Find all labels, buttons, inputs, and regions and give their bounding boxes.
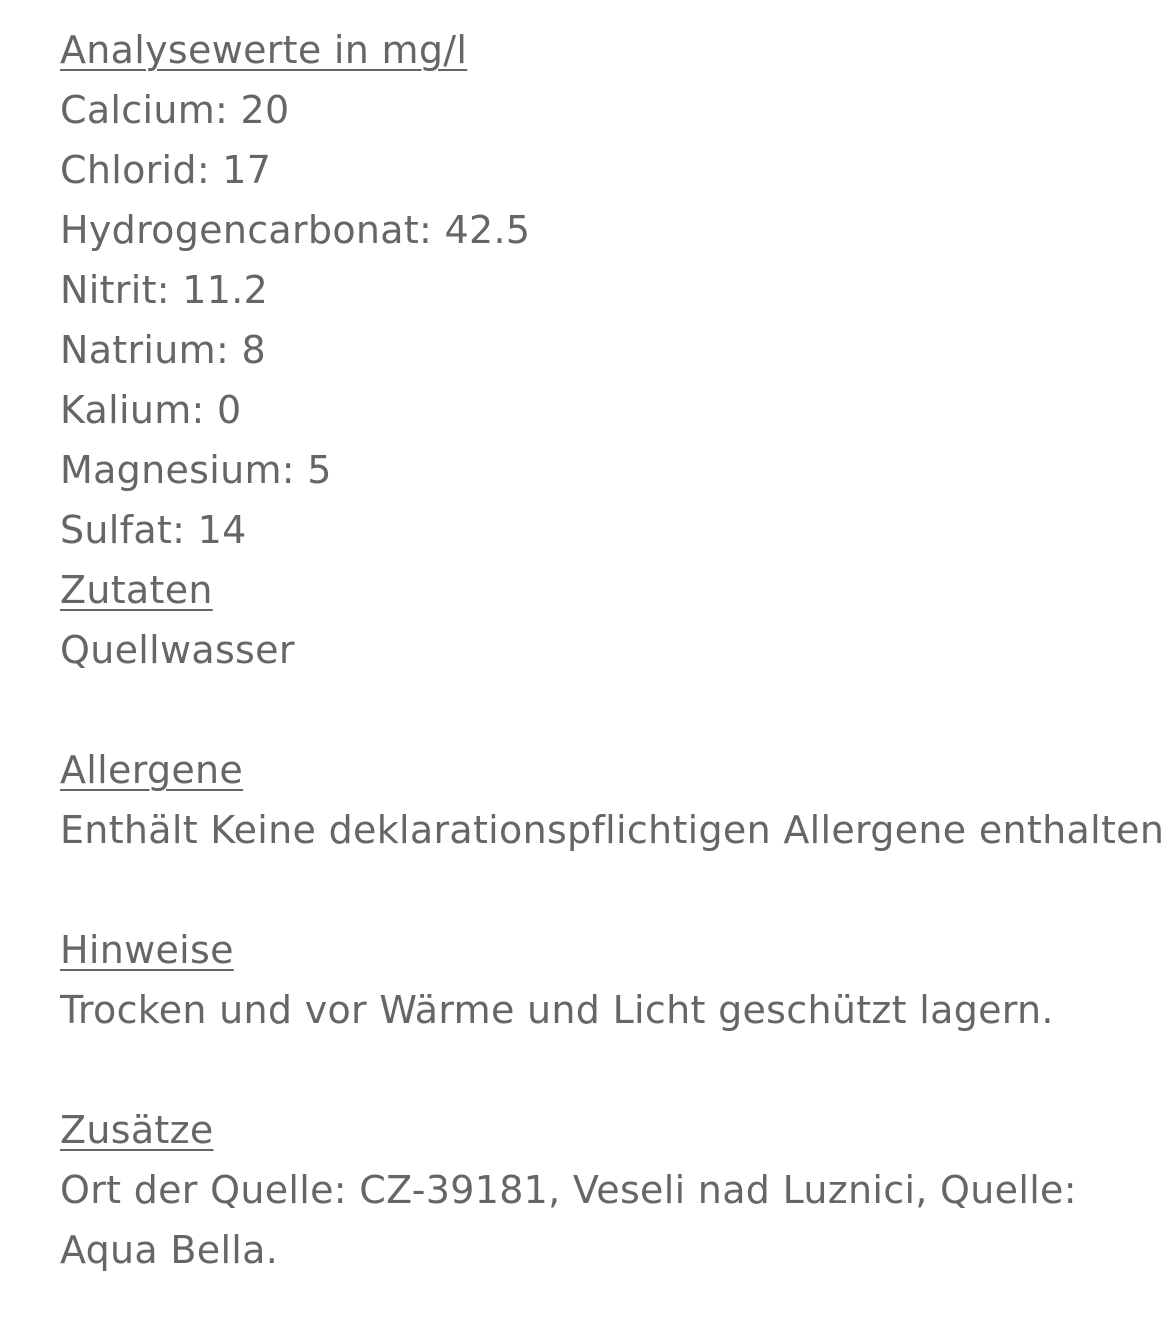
analysis-value-calcium: Calcium: 20 (60, 88, 290, 132)
spacer (60, 860, 1140, 920)
analysis-value-kalium: Kalium: 0 (60, 388, 242, 432)
additives-heading: Zusätze (60, 1108, 214, 1152)
analysis-value-natrium: Natrium: 8 (60, 328, 266, 372)
product-details (60, 20, 1165, 1280)
additives-text-line-2: Aqua Bella. (60, 1228, 279, 1272)
notes-text: Trocken und vor Wärme und Licht geschützt lagern. (60, 988, 1054, 1032)
additives-text-line-1: Ort der Quelle: CZ-39181, Veseli nad Luznici, Quelle: (60, 1168, 1077, 1212)
spacer (60, 1040, 1140, 1100)
spacer (60, 680, 1140, 740)
analysis-value-chlorid: Chlorid: 17 (60, 148, 272, 192)
ingredients-heading: Zutaten (60, 568, 213, 612)
allergens-text: Enthält Keine deklarationspflichtigen Allergene enthalten (60, 808, 1165, 852)
ingredients-text: Quellwasser (60, 628, 295, 672)
allergens-heading: Allergene (60, 748, 244, 792)
analysis-value-sulfat: Sulfat: 14 (60, 508, 247, 552)
analysis-value-nitrit: Nitrit: 11.2 (60, 268, 269, 312)
analysis-heading: Analysewerte in mg/l (60, 28, 468, 72)
analysis-value-hydrogencarbonat: Hydrogencarbonat: 42.5 (60, 208, 531, 252)
analysis-value-magnesium: Magnesium: 5 (60, 448, 332, 492)
notes-heading: Hinweise (60, 928, 234, 972)
